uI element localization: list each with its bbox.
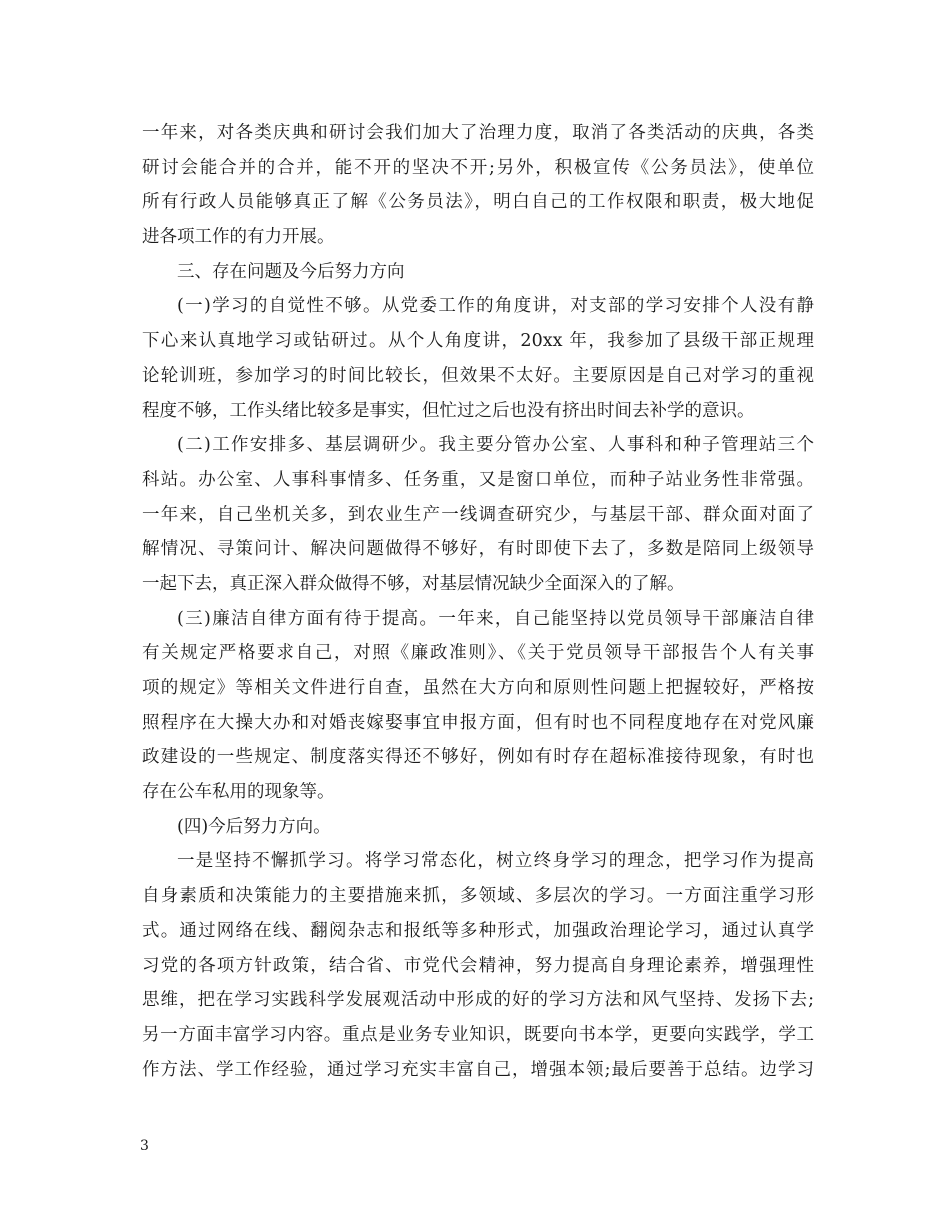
text-line: 习党的各项方针政策，结合省、市党代会精神，努力提高自身理论素养，增强理性: [142, 955, 814, 976]
text-line: 程度不够，工作头绪比较多是事实，但忙过之后也没有挤出时间去补学的意识。: [142, 400, 755, 421]
text-line: 所有行政人员能够真正了解《公务员法》，明白自己的工作权限和职责，极大地促: [142, 192, 814, 213]
text-line: (二)工作安排多、基层调研少。我主要分管办公室、人事科和种子管理站三个: [177, 435, 814, 456]
text-line: 科站。办公室、人事科事情多、任务重，又是窗口单位，而种子站业务性非常强。: [142, 469, 814, 490]
text-line: 政建设的一些规定、制度落实得还不够好，例如有时存在超标准接待现象，有时也: [142, 747, 814, 768]
text-line: (一)学习的自觉性不够。从党委工作的角度讲，对支部的学习安排个人没有静: [177, 296, 814, 317]
text-line: 存在公车私用的现象等。: [142, 782, 335, 803]
text-line: 作方法、学工作经验，通过学习充实丰富自己，增强本领;最后要善于总结。边学习: [142, 1059, 814, 1080]
body-text: [142, 116, 814, 1087]
text-line: 一是坚持不懈抓学习。将学习常态化，树立终身学习的理念，把学习作为提高: [177, 851, 814, 872]
text-line: 式。通过网络在线、翻阅杂志和报纸等多种形式，加强政治理论学习，通过认真学: [142, 920, 814, 941]
text-line: 有关规定严格要求自己，对照《廉政准则》、《关于党员领导干部报告个人有关事: [142, 643, 814, 664]
text-line: 论轮训班，参加学习的时间比较长，但效果不太好。主要原因是自己对学习的重视: [142, 365, 814, 386]
text-line: 思维，把在学习实践科学发展观活动中形成的好的学习方法和风气坚持、发扬下去;: [142, 990, 814, 1011]
page-number: 3: [140, 1138, 149, 1154]
text-line: 照程序在大操大办和对婚丧嫁娶事宜申报方面，但有时也不同程度地存在对党风廉: [142, 712, 814, 733]
text-line: 进各项工作的有力开展。: [142, 227, 335, 248]
text-line: 一年来，自己坐机关多，到农业生产一线调查研究少，与基层干部、群众面对面了: [142, 504, 814, 525]
text-line: 一年来，对各类庆典和研讨会我们加大了治理力度，取消了各类活动的庆典，各类: [142, 123, 814, 143]
text-line: 下心来认真地学习或钻研过。从个人角度讲，20xx 年，我参加了县级干部正规理: [142, 331, 814, 352]
text-line: 另一方面丰富学习内容。重点是业务专业知识，既要向书本学，更要向实践学，学工: [142, 1024, 814, 1045]
text-line: 研讨会能合并的合并，能不开的坚决不开;另外，积极宣传《公务员法》，使单位: [142, 157, 814, 178]
text-line: 项的规定》等相关文件进行自查，虽然在大方向和原则性问题上把握较好，严格按: [142, 678, 814, 698]
text-line: 一起下去，真正深入群众做得不够，对基层情况缺少全面深入的了解。: [142, 573, 685, 594]
text-line: (三)廉洁自律方面有待于提高。一年来，自己能坚持以党员领导干部廉洁自律: [177, 608, 814, 629]
text-line: (四)今后努力方向。: [177, 816, 331, 837]
text-line: 三、存在问题及今后努力方向: [177, 261, 405, 282]
text-line: 解情况、寻策问计、解决问题做得不够好，有时即使下去了，多数是陪同上级领导: [142, 539, 814, 560]
text-line: 自身素质和决策能力的主要措施来抓，多领域、多层次的学习。一方面注重学习形: [142, 886, 814, 907]
